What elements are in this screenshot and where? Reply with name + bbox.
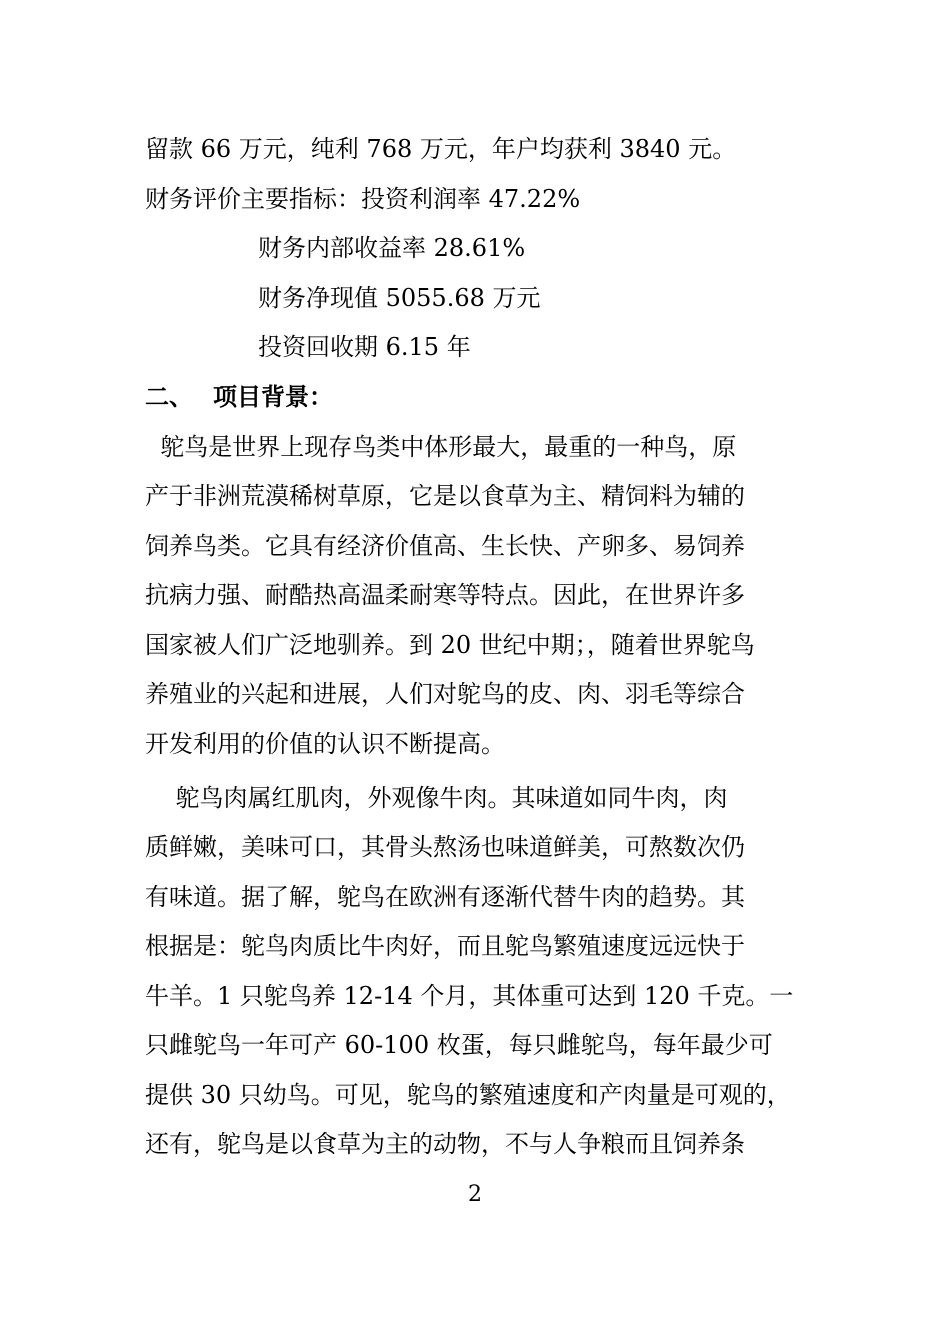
paragraph2-line: 根据是：鸵鸟肉质比牛肉好，而且鸵鸟繁殖速度远远快于: [145, 932, 745, 960]
paragraph2-line: 牛羊。1 只鸵鸟养 12-14 个月，其体重可达到 120 千克。一: [145, 982, 794, 1010]
paragraph1-line: 国家被人们广泛地驯养。到 20 世纪中期；，随着世界鸵鸟: [145, 631, 755, 659]
text-line-payback: 投资回收期 6.15 年: [258, 333, 471, 361]
paragraph1-line: 产于非洲荒漠稀树草原，它是以食草为主、精饲料为辅的: [145, 482, 745, 510]
paragraph1-line: 鸵鸟是世界上现存鸟类中体形最大，最重的一种鸟，原: [145, 433, 737, 461]
paragraph1-line: 饲养鸟类。它具有经济价值高、生长快、产卵多、易饲养: [145, 532, 745, 560]
paragraph2-line: 鸵鸟肉属红肌肉，外观像牛肉。其味道如同牛肉，肉: [145, 784, 728, 812]
text-line-indicators: 财务评价主要指标：投资利润率 47.22%: [145, 185, 581, 213]
paragraph2-line: 提供 30 只幼鸟。可见，鸵鸟的繁殖速度和产肉量是可观的，: [145, 1081, 791, 1109]
section-title: 项目背景：: [213, 382, 333, 411]
paragraph1-line: 开发利用的价值的认识不断提高。: [145, 730, 505, 758]
paragraph1-line: 抗病力强、耐酷热高温柔耐寒等特点。因此，在世界许多: [145, 581, 745, 609]
paragraph2-line: 质鲜嫩，美味可口，其骨头熬汤也味道鲜美，可熬数次仍: [145, 833, 745, 861]
text-line-npv: 财务净现值 5055.68 万元: [258, 284, 541, 312]
paragraph2-line: 还有，鸵鸟是以食草为主的动物，不与人争粮而且饲养条: [145, 1130, 745, 1158]
paragraph2-line: 只雌鸵鸟一年可产 60-100 枚蛋，每只雌鸵鸟，每年最少可: [145, 1031, 773, 1059]
section-heading: [145, 381, 333, 413]
text-line-profit: 留款 66 万元，纯利 768 万元，年户均获利 3840 元。: [145, 135, 737, 163]
page-number: 2: [468, 1182, 482, 1207]
text-line-irr: 财务内部收益率 28.61%: [258, 234, 526, 262]
paragraph2-line: 有味道。据了解，鸵鸟在欧洲有逐渐代替牛肉的趋势。其: [145, 883, 745, 911]
section-number: 二、: [145, 382, 193, 411]
paragraph1-line: 养殖业的兴起和进展，人们对鸵鸟的皮、肉、羽毛等综合: [145, 680, 745, 708]
